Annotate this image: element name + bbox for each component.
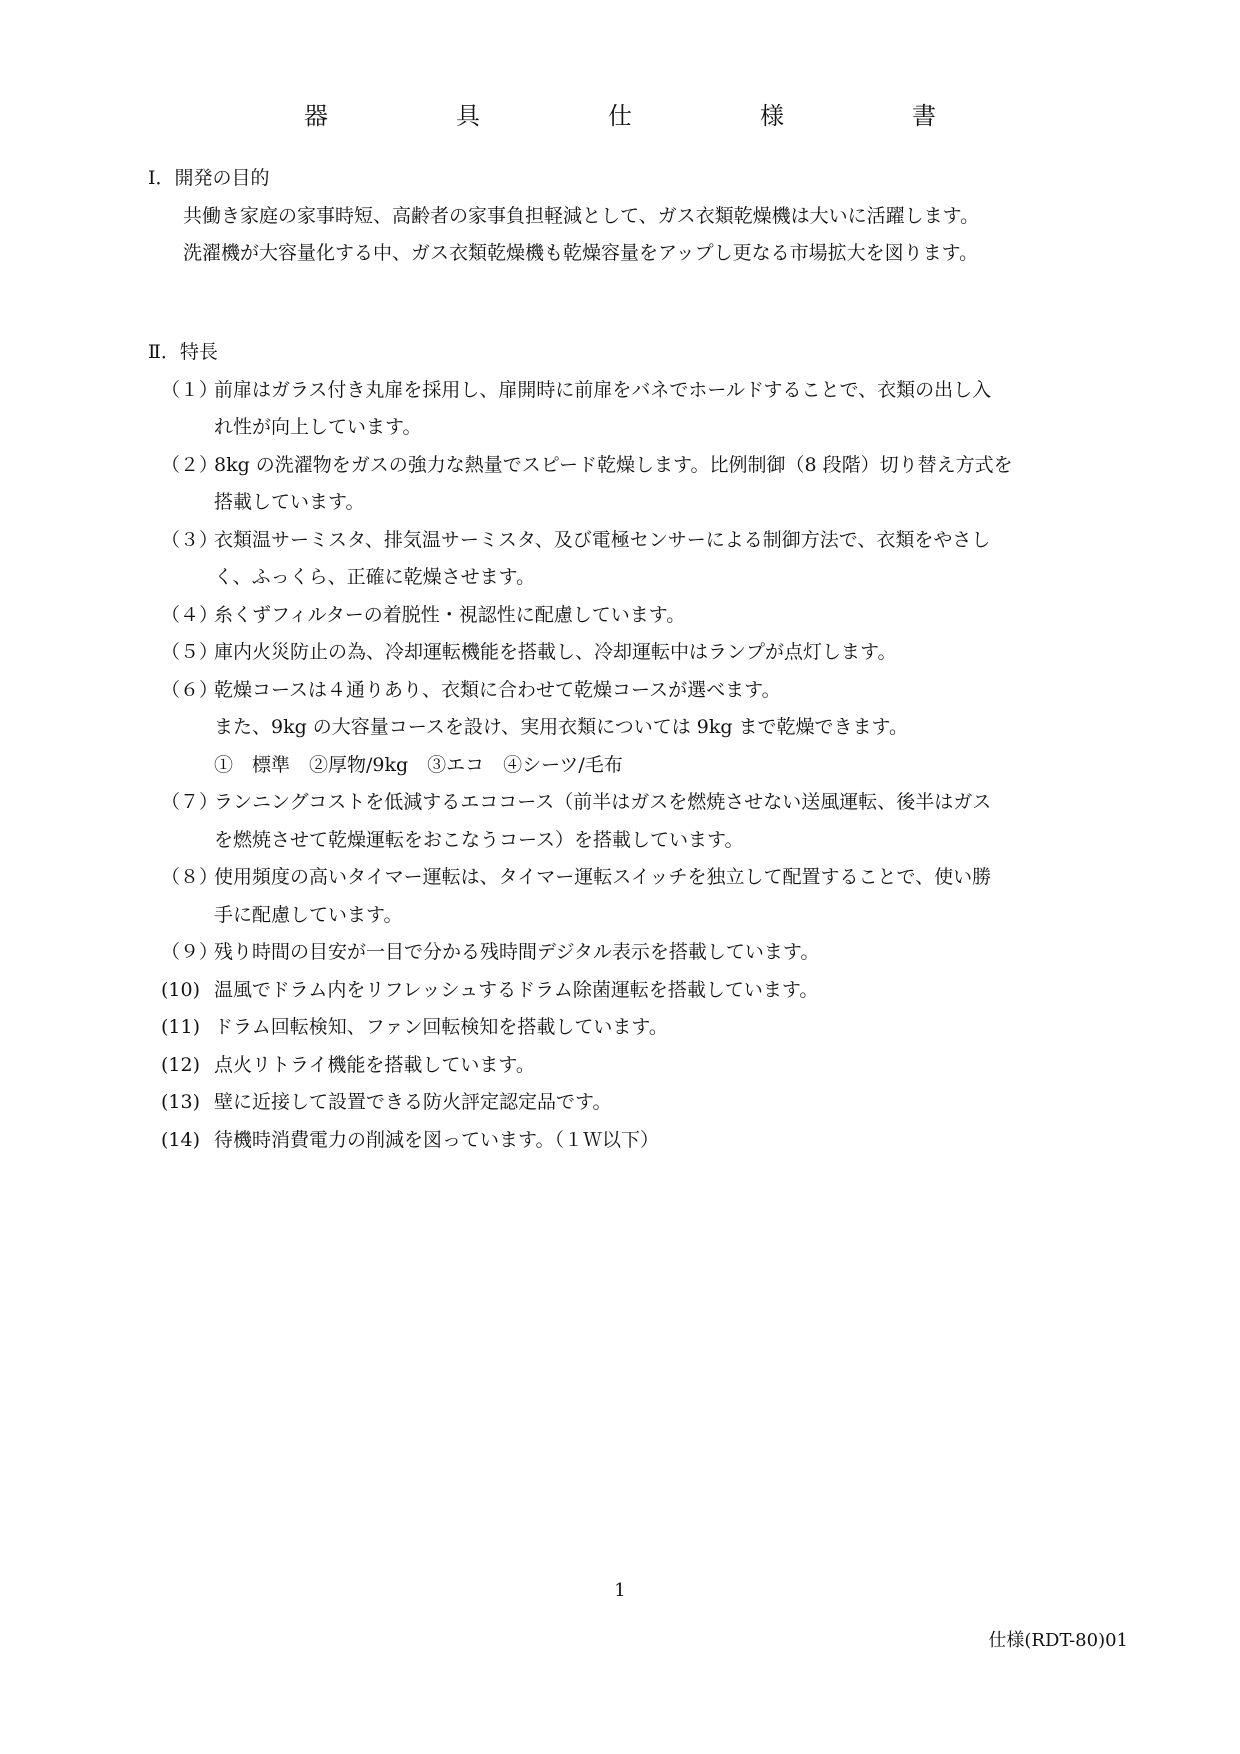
- feature-text: [214, 522, 1128, 597]
- feature-list: [148, 372, 1128, 1160]
- feature-text-line: 前扉はガラス付き丸扉を採用し、扉開時に前扉をバネでホールドすることで、衣類の出し入: [214, 378, 992, 401]
- feature-text-line: 温風でドラム内をリフレッシュするドラム除菌運転を搭載しています。: [214, 978, 819, 1001]
- feature-number: (12): [161, 1053, 201, 1076]
- purpose-paragraph: 洗濯機が大容量化する中、ガス衣類乾燥機も乾燥容量をアップし更なる市場拡大を図ります。: [183, 242, 979, 264]
- feature-item: [161, 859, 1128, 934]
- feature-text-line: 手に配慮しています。: [214, 903, 403, 926]
- feature-number: （１）: [161, 378, 219, 401]
- feature-item: [161, 1047, 1128, 1085]
- feature-text-line: 待機時消費電力の削減を図っています。（１Ｗ以下）: [214, 1128, 659, 1151]
- feature-number: (10): [161, 978, 201, 1001]
- feature-item: [161, 447, 1128, 522]
- purpose-paragraph: 共働き家庭の家事時短、高齢者の家事負担軽減として、ガス衣類乾燥機は大いに活躍します。: [183, 204, 980, 227]
- feature-number: （７）: [161, 791, 219, 813]
- feature-number: （２）: [161, 453, 219, 476]
- feature-text-line: また、9kg の大容量コースを設け、実用衣類については 9kg まで乾燥できます。: [214, 716, 909, 738]
- section-heading-purpose: Ⅰ．開発の目的: [148, 167, 270, 189]
- feature-number: （３）: [161, 528, 219, 551]
- feature-number: （９）: [161, 941, 219, 963]
- feature-text-line: 糸くずフィルターの着脱性・視認性に配慮しています。: [214, 603, 686, 626]
- feature-item: [161, 972, 1128, 1010]
- feature-text-line: 庫内火災防止の為、冷却運転機能を搭載し、冷却運転中はランプが点灯します。: [214, 641, 897, 663]
- feature-item: [161, 1122, 1128, 1160]
- feature-text: [214, 447, 1128, 522]
- feature-text: [214, 859, 1128, 934]
- feature-item: [161, 597, 1128, 635]
- feature-text: [214, 972, 1128, 1010]
- feature-item: [161, 372, 1128, 447]
- feature-text-line: ドラム回転検知、ファン回転検知を搭載しています。: [214, 1016, 668, 1038]
- feature-number: （５）: [161, 641, 219, 663]
- section-heading-features: Ⅱ．特長: [148, 341, 218, 363]
- feature-number: (13): [161, 1091, 201, 1113]
- feature-text-line: 衣類温サーミスタ、排気温サーミスタ、及び電極センサーによる制御方法で、衣類をやさし: [214, 528, 991, 551]
- feature-text: [214, 1047, 1128, 1085]
- feature-item: [161, 672, 1128, 785]
- feature-text-line: 残り時間の目安が一目で分かる残時間デジタル表示を搭載しています。: [214, 941, 820, 963]
- feature-number: （４）: [161, 603, 219, 626]
- feature-text: [214, 934, 1128, 972]
- feature-item: [161, 784, 1128, 859]
- feature-text: [214, 634, 1128, 672]
- feature-text: [214, 1122, 1128, 1160]
- feature-item: [161, 522, 1128, 597]
- feature-number: （６）: [161, 678, 219, 701]
- feature-text-line: 壁に近接して設置できる防火評定認定品です。: [214, 1091, 612, 1113]
- feature-text-line: 乾燥コースは４通りあり、衣類に合わせて乾燥コースが選べます。: [214, 678, 781, 701]
- feature-number: (11): [161, 1016, 201, 1038]
- feature-item: [161, 934, 1128, 972]
- feature-text: [214, 597, 1128, 635]
- feature-text-line: く、ふっくら、正確に乾燥させます。: [214, 566, 536, 588]
- feature-text: [214, 1084, 1128, 1122]
- page-number: 1: [614, 1580, 626, 1601]
- page-title: 器 具 仕 様 書: [304, 102, 988, 130]
- feature-text-line: 搭載しています。: [214, 491, 365, 513]
- section-purpose: [148, 160, 1128, 273]
- document-code: 仕様(RDT-80)01: [988, 1630, 1128, 1651]
- feature-text-line: ランニングコストを低減するエココース（前半はガスを燃焼させない送風運転、後半はガス: [214, 791, 992, 813]
- feature-text-line: 点火リトライ機能を搭載しています。: [214, 1053, 535, 1076]
- feature-text: [214, 372, 1128, 447]
- feature-text-line: れ性が向上しています。: [214, 416, 422, 438]
- feature-item: [161, 1009, 1128, 1047]
- feature-text-line: 8kg の洗濯物をガスの強力な熱量でスピード乾燥します。比例制御（8 段階）切り替え方式を: [214, 453, 1013, 476]
- feature-text-line: を燃焼させて乾燥運転をおこなうコース）を搭載しています。: [214, 828, 744, 851]
- feature-text: [214, 784, 1128, 859]
- feature-item: [161, 1084, 1128, 1122]
- feature-text: [214, 672, 1128, 785]
- feature-number: （８）: [161, 866, 219, 888]
- feature-number: (14): [161, 1128, 201, 1151]
- section-features: [148, 334, 1128, 1159]
- feature-text-line: ① 標準 ②厚物/9kg ③エコ ④シーツ/毛布: [214, 753, 623, 776]
- feature-text: [214, 1009, 1128, 1047]
- feature-item: [161, 634, 1128, 672]
- feature-text-line: 使用頻度の高いタイマー運転は、タイマー運転スイッチを独立して配置することで、使い勝: [214, 866, 992, 888]
